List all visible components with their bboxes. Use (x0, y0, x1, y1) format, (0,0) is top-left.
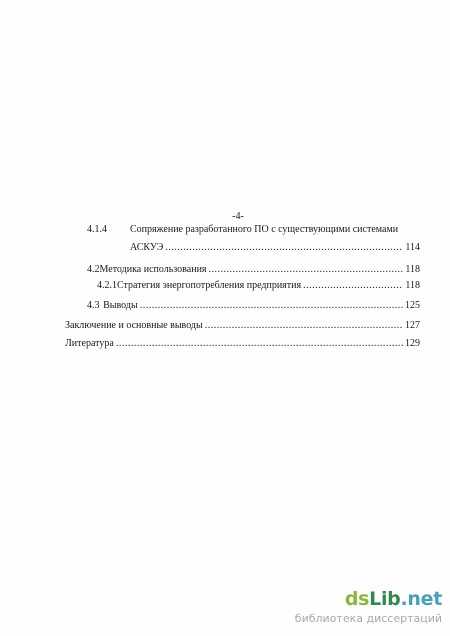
toc-entry-number: 4.2.1 (97, 280, 117, 291)
toc-entry-4-1-4-continuation (130, 242, 420, 254)
toc-entry-title: Литература (65, 338, 114, 349)
toc-entry-title: Стратегия энергопотребления предприятия (117, 280, 302, 291)
toc-entry-title-continuation: АСКУЭ (130, 242, 164, 253)
toc-entry-page: 125 (405, 300, 420, 311)
toc-entry-title: Заключение и основные выводы (65, 320, 203, 331)
toc-entry-number: 4.2 (87, 264, 100, 275)
toc-entry-conclusion (65, 320, 420, 332)
toc-entry-page: 118 (405, 264, 420, 275)
toc-leader-dots (165, 242, 403, 254)
toc-entry-title: Сопряжение разработанного ПО с существующими системами (130, 224, 399, 235)
toc-entry-page: 129 (405, 338, 420, 349)
toc-entry-literature (65, 338, 420, 350)
toc-entry-4-1-4 (87, 224, 420, 236)
toc-leader-dots (205, 320, 403, 332)
toc-leader-dots (303, 280, 403, 292)
toc-entry-title: Методика использования (99, 264, 207, 275)
toc-leader-dots (116, 338, 403, 350)
toc-entry-4-2 (87, 264, 420, 276)
toc-leader-dots (209, 264, 404, 276)
watermark-subtitle: библиотека диссертаций (294, 612, 442, 625)
toc-entry-page: 127 (405, 320, 420, 331)
dslib-watermark (292, 588, 442, 628)
toc-entry-4-2-1 (97, 280, 420, 292)
toc-entry-page: 114 (405, 242, 420, 253)
toc-entry-page: 118 (405, 280, 420, 291)
toc-entry-4-3 (87, 300, 420, 312)
toc-entry-number: 4.1.4 (87, 224, 107, 235)
toc-entry-title: Выводы (103, 300, 138, 311)
dslib-logo: dsLib.net (344, 588, 442, 610)
page-number: -4- (232, 211, 244, 222)
toc-leader-dots (140, 300, 403, 312)
toc-entry-number: 4.3 (87, 300, 100, 311)
